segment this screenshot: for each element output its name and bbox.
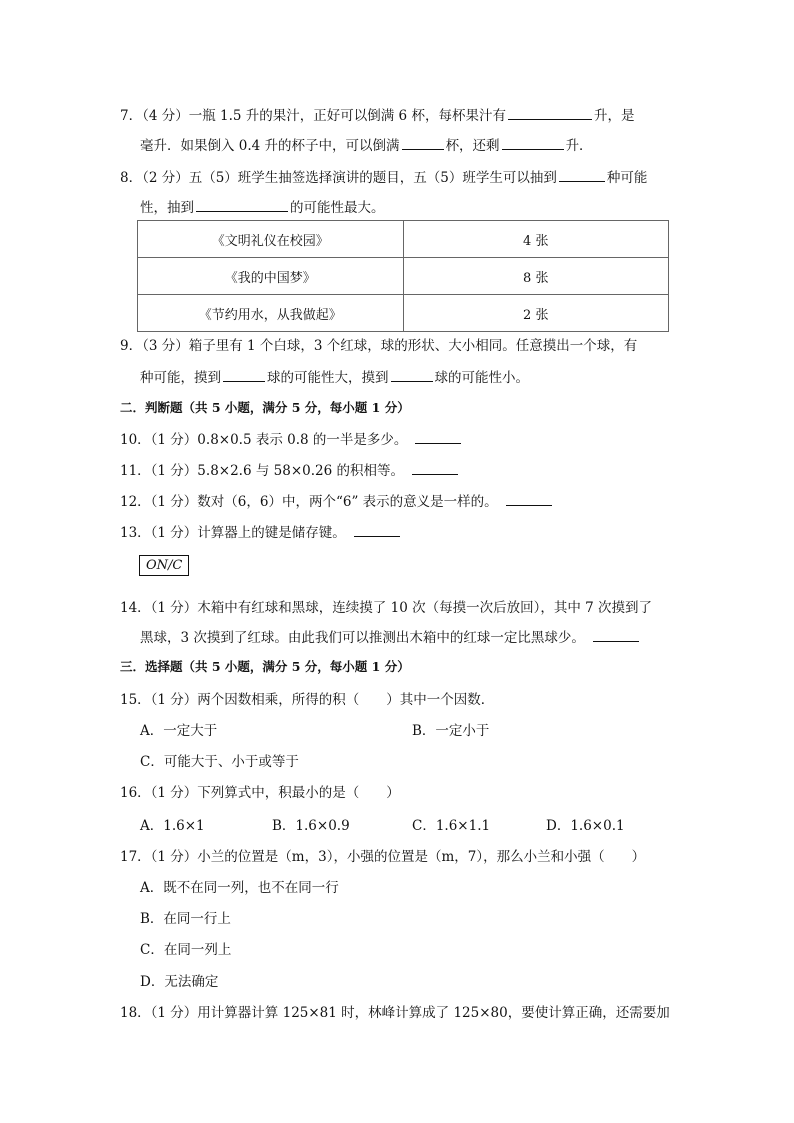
- q16-option-a[interactable]: A．1.6×1: [140, 818, 205, 834]
- topic-cell: 《文明礼仪在校园》: [138, 221, 404, 258]
- on-c-key: ON/C: [139, 555, 189, 576]
- q15-option-b[interactable]: B．一定小于: [412, 723, 490, 739]
- count-cell: 8 张: [403, 258, 669, 295]
- q7-blank-1[interactable]: [508, 105, 592, 120]
- q8-line2: [140, 196, 385, 216]
- q9-text: 球的可能性小。: [434, 370, 529, 386]
- q8-blank-2[interactable]: [196, 197, 288, 212]
- q9-text: 种可能，摸到: [140, 370, 221, 386]
- q14-line1: [120, 596, 652, 616]
- count-cell: 2 张: [403, 295, 669, 332]
- topic-cell: 《节约用水，从我做起》: [138, 295, 404, 332]
- q8-blank-1[interactable]: [559, 167, 605, 182]
- q14-text: 黑球，3 次摸到了红球。由此我们可以推测出木箱中的红球一定比黑球少。: [140, 630, 585, 646]
- q13-text: 13．（1 分）计算器上的键是储存键。: [120, 525, 346, 541]
- q17-option-b[interactable]: B．在同一行上: [140, 911, 231, 927]
- q7-blank-3[interactable]: [502, 135, 564, 150]
- q16-option-b[interactable]: B．1.6×0.9: [272, 818, 350, 834]
- q8-text: 8．（2 分）五（5）班学生抽签选择演讲的题目，五（5）班学生可以抽到: [120, 170, 557, 186]
- q10-blank[interactable]: [415, 429, 461, 444]
- q7-text: 升．: [565, 138, 593, 154]
- q15-option-c[interactable]: C．可能大于、小于或等于: [140, 754, 299, 770]
- topic-table: [137, 220, 669, 332]
- q16-option-c[interactable]: C．1.6×1.1: [412, 818, 491, 834]
- q9-blank-2[interactable]: [391, 367, 433, 382]
- q11-blank[interactable]: [412, 460, 458, 475]
- section-heading-choice: 三．选择题（共 5 小题，满分 5 分，每小题 1 分）: [120, 659, 410, 674]
- q17-option-c[interactable]: C．在同一列上: [140, 942, 232, 958]
- q16-stem: 16．（1 分）下列算式中，积最小的是（ ）: [120, 785, 400, 801]
- q12-blank[interactable]: [506, 491, 552, 506]
- q8-line1: [120, 166, 647, 186]
- q14-text: 14．（1 分）木箱中有红球和黑球，连续摸了 10 次（每摸一次后放回），其中 7 次摸到了: [120, 600, 652, 616]
- q7-text: 杯，还剩: [445, 138, 500, 154]
- q11-text: 11．（1 分）5.8×2.6 与 58×0.26 的积相等。: [120, 463, 404, 479]
- q15-stem: 15．（1 分）两个因数相乘，所得的积（ ）其中一个因数．: [120, 692, 495, 708]
- q8-text: 性，抽到: [140, 200, 194, 216]
- q17-option-d[interactable]: D．无法确定: [140, 974, 219, 990]
- q17-option-a[interactable]: A．既不在同一列，也不在同一行: [140, 880, 339, 896]
- table-row: [138, 221, 669, 258]
- table-row: [138, 258, 669, 295]
- section-heading-judgement: 二．判断题（共 5 小题，满分 5 分，每小题 1 分）: [120, 400, 410, 415]
- q9-text: 9．（3 分）箱子里有 1 个白球，3 个红球，球的形状、大小相同。任意摸出一个球，有: [120, 338, 638, 354]
- q9-blank-1[interactable]: [223, 367, 265, 382]
- q10-line: [120, 428, 463, 448]
- q7-text: 7．（4 分）一瓶 1.5 升的果汁，正好可以倒满 6 杯，每杯果汁有: [120, 108, 506, 124]
- q12-line: [120, 490, 554, 510]
- q9-text: 球的可能性大，摸到: [267, 370, 389, 386]
- q8-text: 种可能: [606, 170, 648, 186]
- q7-line2: [140, 134, 593, 154]
- topic-cell: 《我的中国梦》: [138, 258, 404, 295]
- q13-blank[interactable]: [354, 522, 400, 537]
- q7-line1: [120, 104, 634, 124]
- q18-stem: 18．（1 分）用计算器计算 125×81 时，林峰计算成了 125×80，要使计算正确，还需要加: [120, 1005, 670, 1021]
- q16-option-d[interactable]: D．1.6×0.1: [546, 818, 625, 834]
- q7-text: 毫升．如果倒入 0.4 升的杯子中，可以倒满: [140, 138, 400, 154]
- q7-text: 升，是: [593, 108, 635, 124]
- q12-text: 12．（1 分）数对（6，6）中，两个“6” 表示的意义是一样的。: [120, 494, 498, 510]
- count-cell: 4 张: [403, 221, 669, 258]
- q9-line1: [120, 334, 637, 354]
- q8-text: 的可能性最大。: [290, 200, 385, 216]
- q11-line: [120, 459, 460, 479]
- q13-line: [120, 521, 402, 541]
- q14-blank[interactable]: [593, 627, 639, 642]
- q14-line2: [140, 626, 641, 646]
- q15-option-a[interactable]: A．一定大于: [140, 723, 218, 739]
- q7-blank-2[interactable]: [402, 135, 444, 150]
- table-row: [138, 295, 669, 332]
- q9-line2: [140, 366, 529, 386]
- q17-stem: 17．（1 分）小兰的位置是（m，3），小强的位置是（m，7），那么小兰和小强（ ）: [120, 849, 646, 865]
- q10-text: 10．（1 分）0.8×0.5 表示 0.8 的一半是多少。: [120, 432, 408, 448]
